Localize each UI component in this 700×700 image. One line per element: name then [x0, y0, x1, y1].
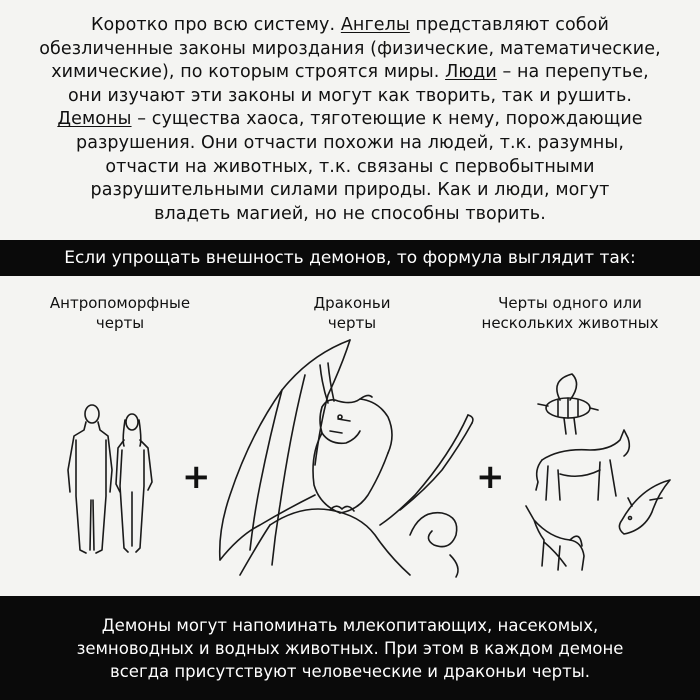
term-angels: Ангелы: [340, 15, 410, 35]
bottom-line: земноводных и водных животных. При этом в каждом демоне: [76, 638, 624, 658]
intro-text: представляют собой: [409, 15, 609, 35]
intro-line: обезличенные законы мироздания (физические, математические,: [39, 38, 661, 59]
intro-line: [30, 14, 670, 38]
animal-label-line: нескольких животных: [481, 314, 659, 332]
term-humans: Люди: [445, 62, 497, 83]
bottom-caption-text: [77, 614, 624, 683]
intro-text: – на перепутье,: [496, 62, 649, 83]
bottom-line: Демоны могут напоминать млекопитающих, насекомых,: [101, 615, 599, 635]
anthro-label-line: черты: [95, 314, 145, 332]
intro-paragraph: [30, 14, 670, 226]
dragon-label-line: черты: [327, 314, 377, 332]
dragon-label-line: Драконьи: [313, 294, 391, 312]
human-figures-icon: [62, 400, 162, 560]
bottom-caption: [0, 596, 700, 700]
intro-text: Коротко про всю систему.: [91, 15, 341, 35]
horse-icon: [536, 430, 629, 500]
intro-line: разрушительными силами природы. Как и люди, могут: [90, 180, 610, 201]
intro-line: владеть магией, но не способны творить.: [154, 203, 546, 224]
formula-banner: [0, 240, 700, 276]
intro-text: химические), по которым строятся миры.: [51, 62, 446, 83]
anthro-label: [40, 293, 200, 333]
formula-banner-text: Если упрощать внешность демонов, то формула выглядит так:: [64, 248, 636, 268]
intro-line: [30, 108, 670, 132]
intro-line: разрушения. Они отчасти похожи на людей, т.к. разумны,: [75, 132, 624, 153]
intro-line: отчасти на животных, т.к. связаны с первобытными: [105, 156, 595, 177]
anthro-label-line: Антропоморфные: [49, 294, 191, 312]
dragon-icon: [210, 335, 480, 580]
intro-line: [30, 61, 670, 85]
animals-icon: [520, 370, 680, 575]
animal-label: [460, 293, 680, 333]
shark-icon: [619, 480, 670, 534]
bottom-line: всегда присутствуют человеческие и драконьи черты.: [110, 661, 590, 681]
term-demons: Демоны: [57, 109, 132, 130]
wolf-icon: [526, 506, 584, 570]
intro-line: они изучают эти законы и могут как творить, так и рушить.: [67, 85, 633, 106]
animal-label-line: Черты одного или: [498, 294, 642, 312]
intro-text: – существа хаоса, тяготеющие к нему, порождающие: [131, 109, 643, 130]
plus-sign: +: [476, 457, 505, 497]
bee-icon: [538, 374, 598, 434]
dragon-label: [282, 293, 422, 333]
plus-sign: +: [182, 457, 211, 497]
